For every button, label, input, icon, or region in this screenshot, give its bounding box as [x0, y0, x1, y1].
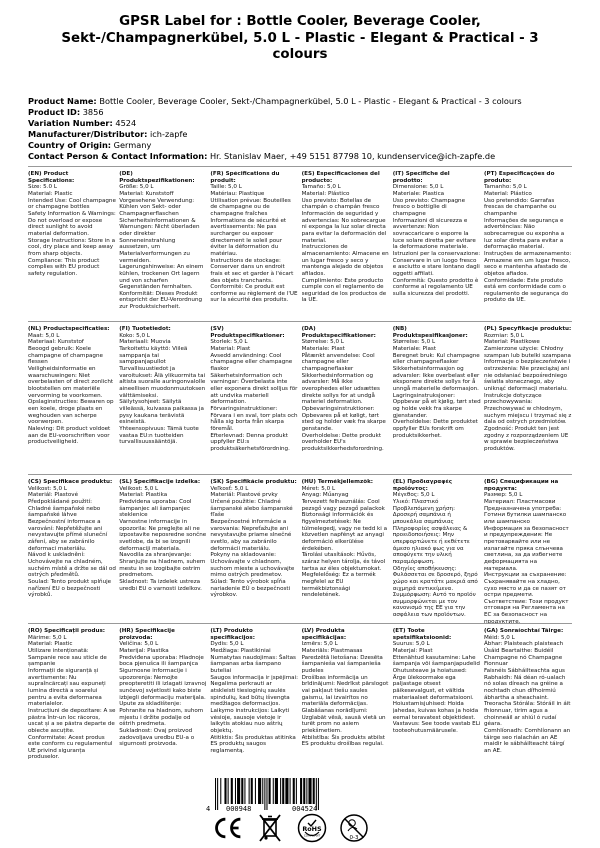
spec-line: Instruções de armazenamento: Armazene em um lugar fresco, seco e mantenha afastado de objetos afiados.: [483, 250, 572, 277]
barcode-bar: [262, 778, 263, 804]
barcode-bar: [308, 778, 311, 804]
info-contact: Contact Person & Contact Information: Hr. Stanislav Maer, +49 5151 87798 10, kundenservice@ich-zapfe.de: [28, 151, 496, 161]
spec-line: Υλικό: Πλαστικό: [392, 498, 439, 505]
spec-line: Mărime: 5,0 L: [28, 634, 67, 641]
spec-cell: [393, 171, 481, 311]
spec-line: Conformità: Questo prodotto è conforme al regolamento UE sulla sicurezza dei prodotti.: [392, 277, 479, 297]
spec-line: Информация за безопасност и предупреждения: Не претоварвайте или не излагайте пряка слънчева светлина, за да избегнете деформацията на материала.: [483, 525, 569, 572]
spec-line: Conformidade: Este produto está em conformidade com o regulamento de segurança do produto da UE.: [483, 277, 569, 304]
spec-line: Matériau: Plastique: [210, 190, 265, 197]
spec-line: Informações de segurança e advertências: Não sobrecarregue ou exponha a luz solar direta para evitar a deformação material.: [483, 217, 565, 251]
barcode-bar: [275, 778, 278, 804]
spec-line: Konformität: Dieses Produkt entspricht der EU-Verordnung zur Produktsicherheit.: [119, 290, 203, 311]
spec-heading: (LV) Produkta specifikācijas:: [301, 628, 347, 641]
divider: [28, 321, 572, 322]
spec-line: Säkerhetsinformation och varningar: Överbelasta inte eller exponera direkt solljus för att undvika materiell deformation.: [210, 372, 298, 406]
spec-heading: (FR) Spécifications du produit:: [210, 171, 280, 184]
spec-cell: [302, 628, 390, 761]
spec-line: Treoracha Stórála: Stóráil in áit fhionnuar, tirim agus a choinneáil ar shiúl ó rudaí géara.: [483, 701, 571, 728]
spec-cell: [28, 171, 116, 311]
spec-line: Koko: 5,0 L: [119, 332, 150, 339]
barcode-bar: [296, 778, 297, 804]
barcode-bar: [224, 778, 226, 804]
spec-line: Materiale: Plast: [392, 345, 437, 352]
spec-line: Tervezett felhasználás: Cool pezsgő vagy pezsgő palackok: [301, 498, 385, 512]
rohs-icon: [297, 813, 327, 843]
spec-line: Maat: 5,0 L: [28, 332, 60, 339]
barcode-bar: [244, 778, 245, 804]
spec-line: Cumplimiento: Este producto cumple con el reglamento de seguridad de los productos de la UE.: [301, 277, 387, 304]
spec-cell: [119, 479, 207, 625]
barcode-bar: [237, 778, 240, 804]
barcode-digit-first: 4: [206, 805, 211, 813]
spec-line: Dimensione: 5,0 L: [392, 184, 444, 191]
spec-line: Megfelelőség: Ez a termék megfelel az EU termékbiztonsági rendeletének.: [301, 572, 376, 599]
spec-line: Sukladnost: Ovaj proizvod zadovoljava uredbu EU-a o sigurnosti proizvoda.: [119, 727, 195, 748]
spec-line: Beregnet bruk: Kul champagne eller champagneflasker: [392, 352, 480, 366]
spec-line: Material: Plastic: [28, 641, 73, 648]
spec-cell: [210, 171, 298, 311]
spec-line: Предназначена употреба: Готини бутилки шампанско или шампанско: [483, 505, 567, 525]
spec-line: Varnostne informacije in opozorila: Ne preglejte ali ne izpostavite neposredne sončne svetlobe, da bi se izognili deformaciji materiala.: [119, 518, 207, 552]
spec-line: Förvaringsinstruktioner: Förvara i en sval, torr plats och hålla sig borta från skarpa föremål.: [210, 405, 298, 432]
spec-line: Informazioni di sicurezza e avvertenze: Non sovraccaricare o esporre la luce solare diretta per evitare la deformazione materiale.: [392, 217, 476, 251]
spec-heading: (PL) Specyfikacje produktu:: [483, 326, 572, 332]
spec-line: Påtænkt anvendelse: Cool champagne eller champagneflasker: [301, 352, 375, 372]
barcode-bar: [306, 778, 307, 804]
spec-heading: (CS) Specifikace produktu:: [28, 479, 113, 485]
barcode-bar: [300, 778, 302, 804]
spec-cell: [119, 628, 207, 761]
spec-line: Ettenähtud kasutamine: Lahe šampanja või šampanjapudelid: [392, 654, 480, 668]
barcode-digits-left: 000948: [226, 805, 252, 813]
spec-line: Συμμόρφωση: Αυτό το προϊόν συμμορφώνεται με τον κανονισμό της ΕΕ για την ασφάλεια των προϊόντων.: [392, 592, 476, 619]
spec-line: Naleving: Dit product voldoet aan de EU-voorschriften voor productveiligheid.: [28, 425, 111, 446]
spec-line: Opbevaringsinstruktioner: Opbevares på et køligt, tørt sted og holder væk fra skarpe genstande.: [301, 405, 386, 432]
spec-line: Größe: 5,0 L: [119, 184, 154, 191]
spec-line: Material: Plastika: [119, 492, 168, 499]
spec-line: Laikymo instrukcijos: Laikyti vėsioje, sausoje vietoje ir laikytis atokiau nuo aštrių objektų.: [210, 707, 290, 734]
spec-row-3: [28, 479, 572, 625]
spec-line: Zamierzone użycie: Chłodny szampan lub butelki szampana: [483, 345, 571, 359]
spec-line: Sikkerhedsinformation og advarsler: Må ikke overophedes eller udsættes direkte sollys for at undgå materiel deformation.: [301, 372, 380, 406]
spec-line: Μέγεθος: 5,0 L: [392, 492, 435, 499]
spec-cell: [119, 171, 207, 311]
spec-line: Lagringsinstruksjoner: Oppbevar på et kjølig, tørt sted og holde vekk fra skarpe gjenstander.: [392, 392, 481, 419]
spec-line: Utilisation prévue: Bouteilles de champagne ou de champagne fraîches: [210, 197, 291, 217]
spec-cell: [484, 628, 572, 761]
info-product-id: Product ID: 3856: [28, 107, 104, 117]
spec-heading: (DE) Produktspezifikationen:: [119, 171, 195, 184]
spec-line: Taille: 5,0 L: [210, 184, 242, 191]
spec-cell: [302, 171, 390, 311]
spec-line: Tarkoitettu käyttö: Viileä samppanja tai samppanjapullot: [119, 345, 188, 366]
barcode-bar: [258, 778, 261, 804]
spec-line: Určené použitie: Chladné šampanské alebo šampanské fľaše: [210, 498, 293, 519]
spec-line: Sicherheitsinformationen & Warnungen: Nicht überladen oder direkter Sonneneinstrahlung aussetzen, um Materialverformungen zu vermeiden.: [119, 217, 200, 264]
spec-line: Overholdelse: Dette produkt overholder EU's produktsikkerhedsforordning.: [301, 432, 384, 452]
spec-line: Drošības informācija un brīdinājumi: Nedrīkst pārslogot vai pakļaut tiešu saules gaismu, lai izvairītos no materiāla deformācijas.: [301, 674, 389, 708]
barcode-bar: [318, 778, 319, 810]
spec-line: Izmērs: 5,0 L: [301, 641, 338, 648]
barcode-bar: [282, 778, 284, 804]
barcode-bar: [266, 778, 267, 810]
spec-line: Sikkerhetsinformasjon og advarsler: Ikke overbelast eller eksponere direkte sollys for å unngå materielle deformasjon.: [392, 365, 480, 392]
spec-line: Material: Plástico: [483, 190, 532, 197]
spec-line: Comhlíonadh: Comhlíonann an táirge seo rialachán an AE maidir le sábháilteacht táirgí an AE.: [483, 727, 571, 754]
spec-heading: (BG) Спецификации на продукта:: [483, 479, 559, 492]
spec-line: Tamaño: 5,0 L: [301, 184, 341, 191]
spec-line: Overholdelse: Dette produktet oppfyller EUs forskrift om produktsikkerhet.: [392, 419, 478, 439]
weee-bin-icon: [255, 813, 285, 843]
spec-line: Vastavus: See toode vastab ELi tooteohutusmäärusele.: [392, 721, 481, 734]
barcode-bar: [217, 778, 218, 810]
spec-line: Veiligheidsinformatie en waarschuwingen: Niet overbelasten of direct zonlicht blootstellen om materiële vervorming te voorkomen.: [28, 365, 114, 399]
spec-line: Storlek: 5,0 L: [210, 339, 248, 346]
spec-cell: [393, 326, 481, 452]
spec-cell: [210, 479, 298, 625]
spec-line: Veľkosť: 5,0 L: [210, 485, 249, 492]
spec-line: Materiale: Plast: [301, 345, 345, 352]
spec-heading: (SV) Produktspecifikationer:: [210, 326, 285, 339]
spec-line: Información de seguridad y advertencias: No sobrecargue ni exponga la luz solar directa para evitar la deformación del material.: [301, 210, 387, 244]
spec-line: Faisnéis Sábháilteachta agus Rabhaidh: Ná déan ró-ualach nó solas díreach na gréine a nochtadh chun dífhoirmiú ábhartha a sheachaint.: [483, 667, 566, 701]
spec-line: Pokyny na skladovanie: Uchovávajte v chladnom, suchom mieste a uchovávajte mimo ostrých predmetov.: [210, 552, 295, 579]
spec-line: Vorgesehene Verwendung: Kühlen von Sekt- oder Champagnerflaschen: [119, 197, 195, 217]
barcode-bar: [285, 778, 288, 804]
spec-line: Biztonsági információk és figyelmeztetések: Ne túlmelegedj, vagy ne tedd ki a közvetlen napfényt az anyagi deformáció elkerülése érdekében.: [301, 512, 388, 552]
spec-line: Opslaginstructies: Bewaren op een koele, droge plaats en weghouden van scherpe voorwerpen.: [28, 399, 114, 426]
spec-line: Hoiustamisjuhised: Hoida jahedas, kuivas kohas ja hoida eemal teravatest objektidest.: [392, 701, 479, 721]
spec-line: Informații de siguranță și avertismente: Nu supraîncărcați sau expuneți lumina directă a soarelui pentru a evita deformarea materialelor.: [28, 667, 106, 708]
spec-line: Material: Plast: [210, 345, 251, 352]
barcode-digits-right: 004524: [292, 805, 318, 813]
spec-line: Navodila za shranjevanje: Shranjujte na hladnem, suhem mestu in se izogibajte ostrim predmetom.: [119, 552, 206, 579]
spec-line: Suurus: 5,0 L: [392, 641, 430, 648]
spec-line: Tamanho: 5,0 L: [483, 184, 527, 191]
spec-heading: (LT) Produkto specifikacijos:: [210, 628, 255, 641]
spec-line: Súlad: Tento výrobok spĺňa nariadenie EÚ o bezpečnosti výrobkov.: [210, 578, 291, 599]
spec-line: Uso pretendido: Garrafas frescas de champanhe ou champanhe: [483, 197, 557, 217]
info-product-name: Product Name: Bottle Cooler, Beverage Cooler, Sekt-/Champagnerkübel, 5.0 L - Plastic - Elegant & Practical - 3 colours: [28, 96, 522, 106]
divider: [28, 166, 572, 167]
age-text: 0-3: [349, 835, 359, 841]
divider: [28, 474, 572, 475]
spec-line: Atitiktis: Šis produktas atitinka ES produktų saugos reglamentą.: [210, 734, 296, 754]
spec-line: Bezpečnostní informace a varování: Nepřetěžujte ani nevystavujte přímé sluneční záření, aby se zabránilo deformaci materiálu.: [28, 518, 108, 552]
spec-line: Úsáid Beartaithe: Buidéil Champagne nó Champagne Fionnuar: [483, 647, 563, 668]
spec-line: Materiaal: Kunststof: [28, 339, 84, 346]
spec-line: Glabāšanas norādījumi: Uzglabāt vēsā, sausā vietā un turēt prom no asiem priekšmetiem.: [301, 707, 386, 734]
spec-line: Efterlevnad: Denna produkt uppfyller EU:s produktsäkerhetsförordning.: [210, 432, 290, 452]
spec-line: Ohutusteave ja hoiatused: Ärge ülekoormake ega paljastage otsest päikesevalgust, et vältida materiaalset deformatsiooni.: [392, 667, 474, 701]
compliance-icons: [213, 813, 369, 843]
spec-heading: (PT) Especificações do produto:: [483, 171, 555, 184]
spec-line: Veličina: 5,0 L: [119, 641, 159, 648]
spec-line: Utilizare intenționată: Sampanie rece sau sticle de șampanie: [28, 647, 107, 668]
barcode-bar: [264, 778, 265, 810]
spec-line: Material: Kunststoff: [119, 190, 174, 197]
spec-heading: (RO) Specificații produs:: [28, 628, 106, 634]
spec-heading: (SK) Špecifikácie produktu:: [210, 479, 297, 485]
spec-row-2: [28, 326, 572, 452]
spec-line: Tárolási utasítások: Hűvös, száraz helyen tárolja, és távol tartsa az éles objektumokat.: [301, 552, 386, 572]
spec-line: Turvallisuustiedot ja varoitukset: Älä ylikuormita tai altista suoralle auringonvalolle aineellisen muodonmuutoksen välttämiseksi.: [119, 365, 206, 399]
spec-line: Lagerungshinweise: An einem kühlen, trockenen Ort lagern und von scharfen Gegenständen fernhalten.: [119, 264, 204, 291]
spec-heading: (EL) Προδιαγραφές προϊόντος:: [392, 479, 453, 492]
spec-line: Πληροφορίες ασφάλειας & προειδοποιήσεις: Μην υπερφορτώνετε ή εκθέτετε άμεσο ηλιακό φως για να αποφύγετε την υλική παραμόρφωση.: [392, 525, 470, 565]
spec-line: Medžiaga: Plastikiniai: [210, 647, 271, 654]
barcode-bar: [251, 778, 253, 804]
spec-row-1: [28, 171, 572, 311]
spec-line: Materiál: Plastové prvky: [210, 492, 278, 499]
spec-heading: (NL) Productspecificaties:: [28, 326, 110, 332]
spec-line: Conformité: Ce produit est conforme au règlement de l'UE sur la sécurité des produits.: [210, 284, 298, 304]
spec-cell: [484, 171, 572, 311]
spec-line: Материал: Пластмасови: [483, 498, 556, 505]
spec-cell: [28, 479, 116, 625]
spec-line: Οδηγίες αποθήκευσης: Φυλάσσεται σε δροσερό, ξηρό χώρο και κρατάτε μακριά από αιχμηρά αντικείμενα.: [392, 565, 478, 592]
spec-line: Conformitate: Acest produs este conform cu regulamentul UE privind siguranța produselor.: [28, 734, 113, 761]
spec-line: Informations de sécurité et avertissements: Ne pas surcharger ou exposer directement le soleil pour éviter la déformation du matériau.: [210, 217, 287, 257]
spec-heading: (ES) Especificaciones del producto:: [301, 171, 380, 184]
spec-cell: [28, 326, 116, 452]
spec-line: Materijal: Plastika: [119, 647, 169, 654]
spec-line: Compliance: This product complies with EU product safety regulation.: [28, 257, 100, 277]
spec-row-4: [28, 628, 572, 761]
divider: [28, 623, 572, 624]
spec-line: Soulad: Tento produkt splňuje nařízení EU o bezpečnosti výrobků.: [28, 578, 112, 599]
spec-line: Materiāls: Plastmasas: [301, 647, 363, 654]
spec-line: Съответствие: Този продукт отговаря на Регламента на ЕС за безопасност на продуктите.: [483, 598, 569, 625]
spec-line: Size: 5.0 L: [28, 184, 57, 191]
spec-heading: (ET) Toote spetsifikatsioonid:: [392, 628, 452, 641]
spec-line: Størrelse: 5,0 L: [392, 339, 436, 346]
barcode-bar: [220, 778, 221, 804]
rohs-sub-text: COMPLIANT: [303, 833, 321, 838]
spec-line: Uso previsto: Botellas de champán o champán fresco: [301, 197, 380, 211]
info-variation-number: Variation Number: 4524: [28, 118, 137, 128]
product-info: [28, 96, 522, 162]
spec-line: Predviđena uporaba: Hladnoje boca pjenušca ili šampanjca: [119, 654, 204, 668]
spec-line: Upute za skladištenje: Pohranite na hladnom, suhom mjestu i držite podalje od oštrih predmeta.: [119, 701, 204, 728]
spec-line: Størrelse: 5,0 L: [301, 339, 344, 346]
barcode-bar: [215, 778, 216, 810]
spec-line: Safety Information & Warnings: Do not overload or expose direct sunlight to avoid material deformation.: [28, 210, 116, 237]
spec-cell: [302, 479, 390, 625]
spec-line: Informacje o bezpieczeństwie i ostrzeżenia: Nie przeciążaj ani nie odsłaniać bezpośredniego światła słonecznego, aby uniknąć deformacji materiału.: [483, 359, 571, 392]
spec-line: Velikost: 5,0 L: [119, 485, 159, 492]
barcode-bar: [313, 778, 315, 804]
barcode-bar: [293, 778, 295, 804]
spec-line: Velikost: 5,0 L: [28, 485, 67, 492]
spec-line: Beoogd gebruik: Koele champagne of champagne flessen: [28, 345, 103, 366]
spec-cell: [393, 479, 481, 625]
spec-line: Predvidena uporaba: Cool šampanjec ali šampanjec steklenice: [119, 498, 192, 519]
spec-line: Saugos informacija ir įspėjimai: Negalima perkrauti ar atskleisti tiesioginių saulės spindulių, kad būtų išvengta medžiagos deformacijos.: [210, 674, 299, 708]
barcode-bar: [231, 778, 233, 804]
spec-cell: [484, 326, 572, 452]
spec-line: Sigurnosne informacije i upozorenja: Nemojte preopteretiti ili izlagati izravnoj sunčevoj svjetlosti kako biste izbjegli deformaciju materijala.: [119, 667, 207, 701]
spec-line: Materiale: Plastica: [392, 190, 445, 197]
spec-line: Bezpečnostné informácie a varovania: Nepreťažujte ani nevystavujte priame slnečné svetlo, aby sa zabránilo deformácii materiálu.: [210, 518, 292, 552]
spec-line: Materiaali: Muovia: [119, 339, 171, 346]
spec-line: Instructions de stockage: Conserver dans un endroit frais et sec et garder à l'écart des objets tranchants.: [210, 257, 294, 284]
spec-line: Materiál: Plastové: [28, 492, 79, 499]
spec-line: Návod k uskladnění: Uchovávejte na chladném, suchém místě a držte se dál od ostrých předmětů.: [28, 552, 116, 579]
spec-line: Numatytas naudojimas: Šaltas šampanas arba šampano buteliai: [210, 654, 296, 674]
spec-line: Předpokládané použití: Chladné šampaňské nebo šampaňské láhve: [28, 498, 101, 519]
barcode-bar: [269, 778, 271, 804]
spec-line: Storage Instructions: Store in a cool, dry place and keep away from sharp objects.: [28, 237, 116, 257]
spec-cell: [484, 479, 572, 625]
spec-heading: (GA) Sonraíochtaí Táirge:: [483, 628, 564, 634]
barcode-bar: [273, 778, 274, 804]
spec-line: Materiał: Plastikowe: [483, 339, 540, 346]
barcode-bar: [228, 778, 229, 804]
barcode-bar: [290, 778, 291, 804]
child-warning-icon: [339, 813, 369, 843]
spec-line: Zgodność: Produkt ten jest zgodny z rozporządzeniem UE w sprawie bezpieczeństwa produktów.: [483, 425, 569, 452]
spec-line: Säilytysohjeet: Säilytä viileässä, kuivassa paikassa ja pysy kaukana terävistä esineistä.: [119, 399, 204, 426]
barcode-bar: [255, 778, 256, 804]
spec-line: Skladnost: Ta izdelek ustreza uredbi EU o varnosti izdelkov.: [119, 578, 202, 592]
page-title: GPSR Label for : Bottle Cooler, Beverage Cooler, Sekt-/Champagnerkübel, 5.0 L - Plastic - Elegant & Practical - 3 colours: [61, 14, 539, 62]
spec-heading: (IT) Specifiche del prodotto:: [392, 171, 450, 184]
barcode-bar: [241, 778, 243, 804]
spec-line: Méid: 5,0 L: [483, 634, 515, 641]
spec-line: Intended Use: Cool champagne or champagne bottles: [28, 197, 116, 211]
spec-heading: (FI) Tuotetiedot:: [119, 326, 171, 332]
spec-cell: [393, 628, 481, 761]
spec-line: Atbilstība: Šis produkts atbilst ES produktu drošības regulai.: [301, 734, 386, 748]
spec-line: Materjal: Plast: [392, 647, 433, 654]
spec-line: Méret: 5,0 L: [301, 485, 336, 492]
ce-mark-icon: [213, 813, 243, 843]
spec-line: Uso previsto: Champagne fresco o bottiglie di champagne: [392, 197, 466, 217]
spec-heading: (DA) Produktspecifikationer:: [301, 326, 376, 339]
spec-line: Dydis: 5,0 L: [210, 641, 244, 648]
spec-cell: [210, 326, 298, 452]
barcode-bar: [303, 778, 305, 804]
spec-cell: [302, 326, 390, 452]
info-manufacturer: Manufacturer/Distributor: ich-zapfe: [28, 129, 188, 139]
spec-line: Material: Plastic: [28, 190, 73, 197]
spec-heading: (HU) Termékjellemzők:: [301, 479, 374, 485]
spec-line: Yhteensopivuus: Tämä tuote vastaa EU:n tuotteiden turvallisuussääntöjä.: [119, 425, 199, 446]
spec-line: Rozmiar: 5,0 L: [483, 332, 525, 339]
spec-line: Anyag: Műanyag: [301, 492, 349, 499]
spec-heading: (HR) Specifikacije proizvoda:: [119, 628, 175, 641]
spec-line: Istruzioni per la conservazione: Conservare in un luogo fresco e asciutto e stare lontano dagli oggetti affilati.: [392, 250, 481, 277]
rohs-text: RoHS: [302, 825, 322, 833]
spec-heading: (NB) Produktspesifikasjoner:: [392, 326, 468, 339]
spec-line: Instrucciones de almacenamiento: Almacene en un lugar fresco y seco y mantenga alejado de objetos afilados.: [301, 244, 389, 277]
spec-line: Ábhar: Plaisteach plaisteach: [483, 641, 564, 648]
spec-cell: [210, 628, 298, 761]
spec-line: Προβλεπόμενη χρήση: Δροσερή σαμπάνια ή μπουκάλια σαμπάνιας: [392, 505, 455, 525]
spec-line: Avsedd användning: Cool champagne eller champagne flaskor: [210, 352, 293, 372]
barcode-bar: [235, 778, 236, 804]
spec-line: Instrukcje dotyczące przechowywania: Przechowywać w chłodnym, suchym miejscu i trzymać się z dala od ostrych przedmiotów.: [483, 392, 572, 426]
spec-heading: (EN) Product Specifications:: [28, 171, 75, 184]
info-country: Country of Origin: Germany: [28, 140, 152, 150]
barcode-bar: [280, 778, 281, 804]
spec-heading: (SL) Specifikacije izdelka:: [119, 479, 201, 485]
spec-line: Paredzētā lietošana: Dzesēta šampanieša vai šampanieša pudeles: [301, 654, 383, 674]
spec-line: Material: Plástico: [301, 190, 350, 197]
spec-cell: [119, 326, 207, 452]
spec-line: Инструкции за съхранение: Съхранявайте на хладно, сухо място и да се пазят от остри предмети.: [483, 572, 567, 599]
barcode-bar: [249, 778, 250, 804]
spec-line: Instrucțiuni de depozitare: A se păstra într-un loc răcoros, uscat și a se păstra departe de obiecte ascuțite.: [28, 707, 116, 734]
spec-cell: [28, 628, 116, 761]
spec-line: Размер: 5,0 L: [483, 492, 523, 499]
